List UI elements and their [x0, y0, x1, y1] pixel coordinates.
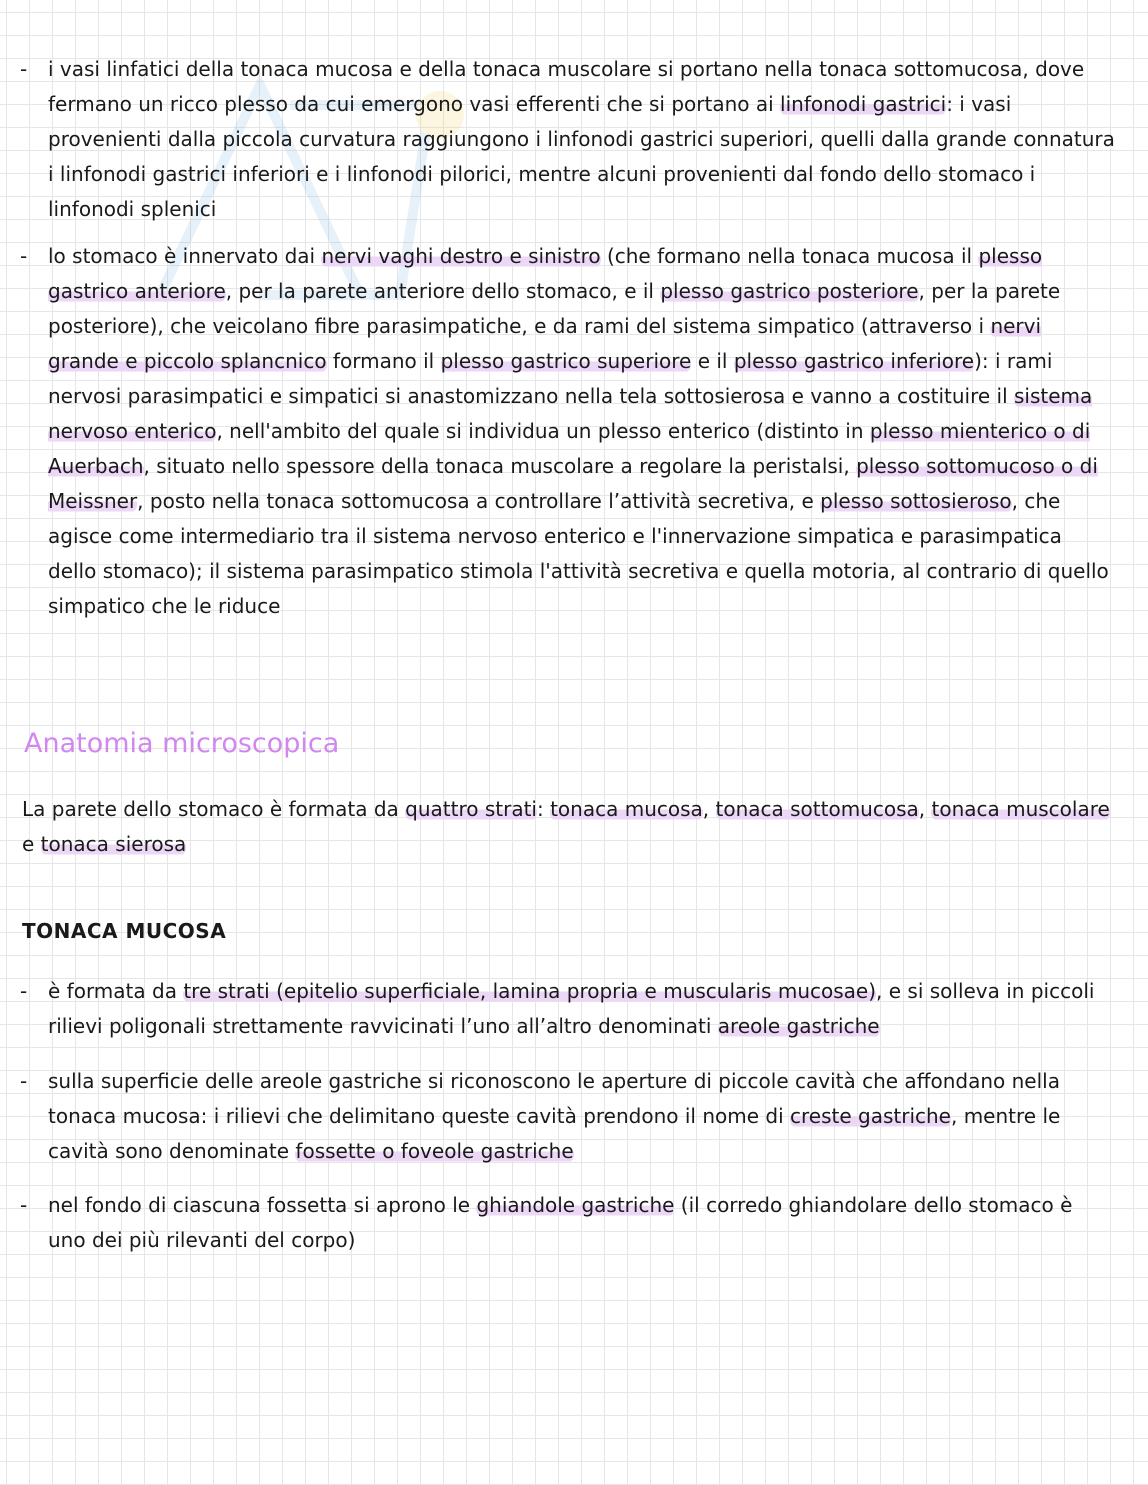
text-run: : i vasi provenienti dalla piccola curvatura raggiungono i linfonodi gastrici superiori, quelli dalla grande connatura i linfonodi gastrici inferiori e i linfonodi pilorici, mentre alcuni provenienti dal fondo dello stomaco i linfonodi splenici: [48, 92, 1115, 221]
text-run: nel fondo di ciascuna fossetta si aprono le: [48, 1193, 477, 1217]
bullet-dash: -: [20, 1193, 28, 1217]
text-run: , mentre le cavità sono denominate: [48, 1104, 1061, 1163]
text-run: , e si solleva in piccoli rilievi poligonali strettamente ravvicinati l’uno all’altro denominati: [48, 979, 1095, 1038]
bullet-text: [48, 974, 1116, 1044]
text-run: è formata da: [48, 979, 184, 1003]
bullet-dash: -: [20, 979, 28, 1003]
highlighted-term: plesso gastrico anteriore: [48, 244, 1043, 303]
text-run: , situato nello spessore della tonaca muscolare a regolare la peristalsi,: [143, 454, 857, 478]
highlighted-term: plesso gastrico posteriore: [660, 279, 919, 303]
text-run: i vasi linfatici della tonaca mucosa e della tonaca muscolare si portano nella tonaca sottomucosa, dove fermano un ricco plesso da cui emergono vasi efferenti che si portano ai: [48, 57, 1085, 116]
subheading-tonaca-mucosa: TONACA MUCOSA: [22, 919, 227, 943]
highlighted-term: quattro strati: [405, 797, 537, 821]
highlighted-term: plesso sottomucoso o di Meissner: [48, 454, 1098, 513]
highlighted-term: plesso gastrico inferiore: [733, 349, 975, 373]
highlighted-term: sistema nervoso enterico: [48, 384, 1093, 443]
text-run: , per la parete posteriore), che veicolano fibre parasimpatiche, e da rami del sistema simpatico (attraverso i: [48, 279, 1061, 338]
text-run: formano il: [326, 349, 441, 373]
text-run: sulla superficie delle areole gastriche si riconoscono le aperture di piccole cavità che affondano nella tonaca mucosa: i rilievi che delimitano queste cavità prendono il nome di: [48, 1069, 1060, 1128]
text-run: lo stomaco è innervato dai: [48, 244, 322, 268]
highlighted-term: areole gastriche: [717, 1014, 880, 1038]
bullet-text: [48, 1188, 1116, 1258]
bullet-gastric-pits: [20, 1064, 1120, 1169]
text-run: , posto nella tonaca sottomucosa a controllare l’attività secretiva, e: [137, 489, 821, 513]
highlighted-term: fossette o foveole gastriche: [295, 1139, 574, 1163]
highlighted-term: tonaca mucosa: [550, 797, 703, 821]
text-run: , che agisce come intermediario tra il sistema nervoso enterico e l'innervazione simpatica e parasimpatica dello stomaco); il sistema parasimpatico stimola l'attività secretiva e quella motoria, al contrario di quello simpatico che le riduce: [48, 489, 1109, 618]
highlighted-term: tonaca sottomucosa: [715, 797, 919, 821]
text-run: e: [22, 832, 41, 856]
highlighted-term: nervi vaghi destro e sinistro: [321, 244, 601, 268]
highlighted-term: tonaca muscolare: [931, 797, 1110, 821]
highlighted-term: plesso gastrico superiore: [440, 349, 692, 373]
highlighted-term: plesso sottosieroso: [820, 489, 1012, 513]
bullet-gastric-glands: [20, 1188, 1120, 1258]
text-run: (il corredo ghiandolare dello stomaco è uno dei più rilevanti del corpo): [48, 1193, 1073, 1252]
text-run: ): i rami nervosi parasimpatici e simpatici si anastomizzano nella tela sottosierosa e vanno a costituire il: [48, 349, 1053, 408]
bullet-text: [48, 1064, 1116, 1169]
bullet-dash: -: [20, 57, 28, 81]
text-run: La parete dello stomaco è formata da: [22, 797, 406, 821]
text-run: ,: [702, 797, 716, 821]
bullet-dash: -: [20, 1069, 28, 1093]
bullet-dash: -: [20, 244, 28, 268]
highlighted-term: plesso mienterico o di Auerbach: [48, 419, 1091, 478]
text-run: , per la parete anteriore dello stomaco, e il: [225, 279, 661, 303]
text-run: :: [536, 797, 551, 821]
text-run: e il: [691, 349, 734, 373]
section-title: Anatomia microscopica: [24, 728, 340, 759]
text-run: , nell'ambito del quale si individua un plesso enterico (distinto in: [216, 419, 870, 443]
bullet-lymphatics: [20, 52, 1120, 227]
highlighted-term: creste gastriche: [790, 1104, 951, 1128]
intro-paragraph: [22, 792, 1112, 862]
highlighted-term: tre strati (epitelio superficiale, lamina propria e muscularis mucosae): [183, 979, 877, 1003]
text-run: (che formano nella tonaca mucosa il: [600, 244, 979, 268]
bullet-text: [48, 239, 1116, 624]
highlighted-term: linfonodi gastrici: [780, 92, 947, 116]
bullet-innervation: [20, 239, 1120, 624]
text-run: ,: [918, 797, 932, 821]
highlighted-term: ghiandole gastriche: [476, 1193, 675, 1217]
highlighted-term: tonaca sierosa: [40, 832, 187, 856]
bullet-text: [48, 52, 1116, 227]
bullet-three-layers: [20, 974, 1120, 1044]
highlighted-term: nervi grande e piccolo splancnico: [48, 314, 1042, 373]
